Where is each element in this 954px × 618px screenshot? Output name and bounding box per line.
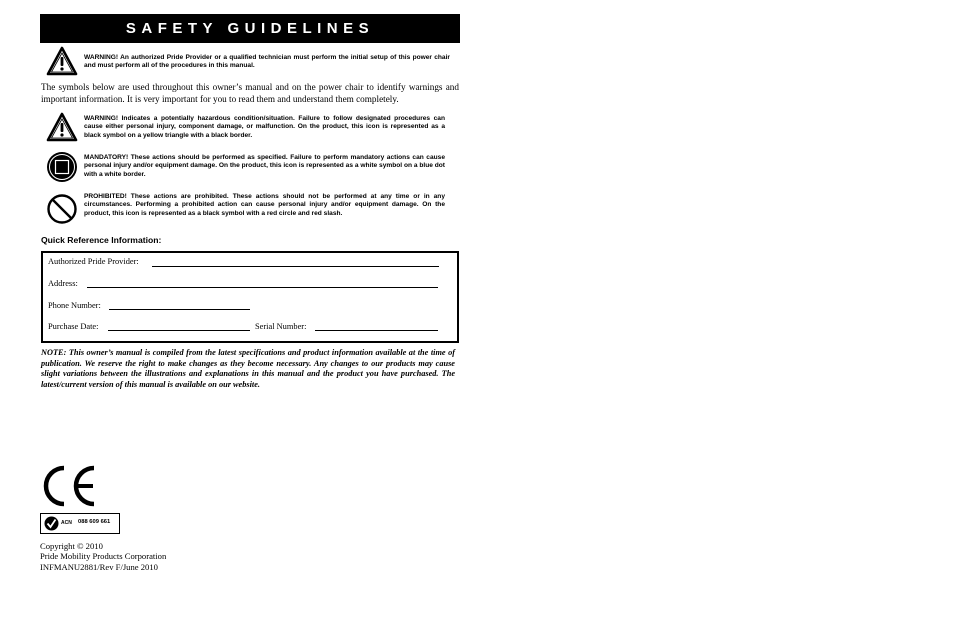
symbols-intro: The symbols below are used throughout this owner’s manual and on the power chair to identify warnings and important information. It is very important for you to read them and understand them completely. <box>41 82 459 104</box>
phone-field[interactable] <box>109 309 250 310</box>
address-field[interactable] <box>87 287 438 288</box>
initial-setup-warning: WARNING! An authorized Pride Provider or a qualified technician must perform the initial setup of this power chair and must perform all of the procedures in this manual. <box>84 54 450 70</box>
prohibited-symbol-description: PROHIBITED! These actions are prohibited. These actions should not be performed at any time or in any circumstances. Performing a prohibited action can cause personal injury and/or equipment damage. On the product, this icon is represented as a black symbol with a red circle and red slash. <box>84 193 445 217</box>
page-title: SAFETY GUIDELINES <box>40 14 460 43</box>
serial-number-label: Serial Number: <box>255 322 307 331</box>
copyright: Copyright © 2010 <box>40 541 103 551</box>
document-id: INFMANU2881/Rev F/June 2010 <box>40 562 158 572</box>
acn-prefix: ACN <box>61 520 72 526</box>
ce-mark-logo <box>40 464 100 513</box>
prohibited-icon <box>46 193 78 225</box>
address-label: Address: <box>48 279 78 288</box>
acn-number: 088 609 661 <box>78 519 111 525</box>
phone-label: Phone Number: <box>48 301 101 310</box>
quick-reference-form <box>41 251 459 343</box>
provider-field[interactable] <box>152 266 439 267</box>
serial-number-field[interactable] <box>315 330 438 331</box>
purchase-date-field[interactable] <box>108 330 250 331</box>
acn-badge <box>40 513 120 534</box>
company-name: Pride Mobility Products Corporation <box>40 551 167 561</box>
mandatory-symbol-description: MANDATORY! These actions should be performed as specified. Failure to perform mandatory actions can cause personal injury and/or equipment damage. On the product, this icon is represented as a white symbol on a blue dot with a white border. <box>84 154 445 178</box>
provider-label: Authorized Pride Provider: <box>48 257 139 266</box>
warning-triangle-icon <box>46 112 78 142</box>
compliance-check-icon <box>44 516 59 531</box>
warning-symbol-description: WARNING! Indicates a potentially hazardous condition/situation. Failure to follow designated procedures can cause either personal injury, component damage, or malfunction. On the product, this icon is represented as a black symbol on a yellow triangle with a black border. <box>84 115 445 139</box>
warning-triangle-icon <box>46 46 78 76</box>
purchase-date-label: Purchase Date: <box>48 322 99 331</box>
mandatory-icon <box>46 151 78 183</box>
quick-reference-title: Quick Reference Information: <box>41 235 162 245</box>
manual-note: NOTE: This owner’s manual is compiled from the latest specifications and product information available at the time of publication. We reserve the right to make changes as they become necessary. Any changes to our products may cause slight variations between the illustrations and explanations in this manual and the product you have purchased. The latest/current version of this manual is available on our website. <box>41 348 455 389</box>
